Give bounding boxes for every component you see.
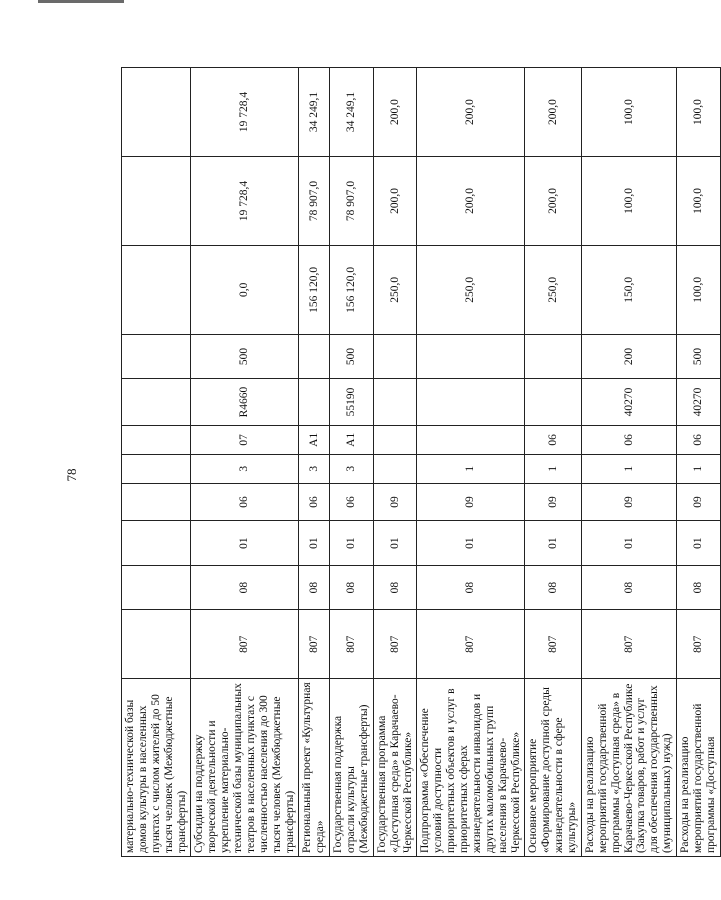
row-subsection-code: 01	[330, 521, 374, 565]
row-amount-1: 250,0	[417, 245, 525, 334]
row-target-code-1: 06	[191, 483, 299, 521]
row-amount-2: 19 728,4	[191, 156, 299, 245]
row-amount-3: 200,0	[525, 68, 582, 157]
row-subsection-code: 01	[299, 521, 330, 565]
table-row	[525, 68, 582, 857]
row-target-code-1: 06	[330, 483, 374, 521]
row-subsection-code	[122, 521, 191, 565]
row-target-code-4	[525, 379, 582, 426]
row-grbs-code: 807	[677, 610, 721, 679]
row-amount-3: 200,0	[373, 68, 417, 157]
table-row	[330, 68, 374, 857]
row-name: материально-технической базы домов культуры в населенных пунктах с числом жителей до 50 тысяч человек (Межбюджетные трансферты)	[122, 679, 191, 857]
row-grbs-code	[122, 610, 191, 679]
row-subsection-code: 01	[525, 521, 582, 565]
row-target-code-4	[373, 379, 417, 426]
row-subsection-code: 01	[191, 521, 299, 565]
row-grbs-code: 807	[581, 610, 676, 679]
row-target-code-1	[122, 483, 191, 521]
table-row	[677, 68, 721, 857]
row-target-code-3	[122, 425, 191, 454]
row-amount-1: 250,0	[525, 245, 582, 334]
row-amount-3: 34 249,1	[299, 68, 330, 157]
row-name: Субсидии на поддержку творческой деятельности и укрепление материально-технической базы муниципальных театров в населенных пунктах с численностью населения до 300 тысяч человек (Межбюджетные трансферты)	[191, 679, 299, 857]
row-expense-type: 200	[581, 334, 676, 378]
row-target-code-3: 06	[525, 425, 582, 454]
row-target-code-4: 55190	[330, 379, 374, 426]
row-amount-1: 156 120,0	[330, 245, 374, 334]
row-target-code-2: 1	[525, 454, 582, 483]
row-amount-2: 200,0	[373, 156, 417, 245]
row-target-code-2: 3	[191, 454, 299, 483]
row-grbs-code: 807	[299, 610, 330, 679]
row-target-code-4: 40270	[677, 379, 721, 426]
row-amount-1	[122, 245, 191, 334]
row-section-code: 08	[191, 565, 299, 609]
row-target-code-1: 09	[417, 483, 525, 521]
row-subsection-code: 01	[677, 521, 721, 565]
row-amount-3: 200,0	[417, 68, 525, 157]
row-target-code-2: 1	[581, 454, 676, 483]
table-row	[581, 68, 676, 857]
row-target-code-2: 1	[417, 454, 525, 483]
row-target-code-3: 06	[581, 425, 676, 454]
row-amount-2: 100,0	[677, 156, 721, 245]
row-target-code-1: 09	[525, 483, 582, 521]
row-target-code-2: 3	[330, 454, 374, 483]
row-amount-2: 200,0	[417, 156, 525, 245]
row-grbs-code: 807	[373, 610, 417, 679]
row-name: Государственная поддержка отрасли культуры (Межбюджетные трансферты)	[330, 679, 374, 857]
table-row	[299, 68, 330, 857]
row-name: Региональный проект «Культурная среда»	[299, 679, 330, 857]
row-target-code-4	[299, 379, 330, 426]
row-target-code-4	[122, 379, 191, 426]
table-row	[122, 68, 191, 857]
row-name: Подпрограмма «Обеспечение условий доступности приоритетных объектов и услуг в приоритетных сферах жизнедеятельности инвалидов и других маломобильных групп населения в Карачаево-Черкесской Республике»	[417, 679, 525, 857]
row-expense-type	[373, 334, 417, 378]
row-expense-type: 500	[330, 334, 374, 378]
row-section-code: 08	[525, 565, 582, 609]
row-target-code-2: 1	[677, 454, 721, 483]
row-target-code-2	[122, 454, 191, 483]
row-amount-2: 78 907,0	[299, 156, 330, 245]
row-amount-3: 100,0	[677, 68, 721, 157]
row-grbs-code: 807	[417, 610, 525, 679]
row-subsection-code: 01	[581, 521, 676, 565]
row-target-code-2: 3	[299, 454, 330, 483]
row-section-code: 08	[581, 565, 676, 609]
row-name: Государственная программа «Доступная среда» в Карачаево-Черкесской Республике»	[373, 679, 417, 857]
row-amount-1: 0,0	[191, 245, 299, 334]
row-target-code-1: 09	[581, 483, 676, 521]
row-target-code-3: 06	[677, 425, 721, 454]
row-amount-3: 100,0	[581, 68, 676, 157]
row-name: Расходы на реализацию мероприятий государственной программы «Доступная	[677, 679, 721, 857]
row-grbs-code: 807	[525, 610, 582, 679]
table-row	[191, 68, 299, 857]
row-section-code	[122, 565, 191, 609]
row-amount-1: 250,0	[373, 245, 417, 334]
row-expense-type	[122, 334, 191, 378]
row-expense-type: 500	[677, 334, 721, 378]
page-number: 78	[64, 468, 79, 482]
row-amount-2	[122, 156, 191, 245]
row-expense-type: 500	[191, 334, 299, 378]
row-target-code-1: 09	[677, 483, 721, 521]
row-target-code-4: 40270	[581, 379, 676, 426]
row-amount-3	[122, 68, 191, 157]
row-amount-2: 200,0	[525, 156, 582, 245]
row-section-code: 08	[677, 565, 721, 609]
row-section-code: 08	[417, 565, 525, 609]
row-target-code-3	[417, 425, 525, 454]
row-target-code-2	[373, 454, 417, 483]
row-target-code-3: A1	[330, 425, 374, 454]
row-expense-type	[417, 334, 525, 378]
row-amount-1: 100,0	[677, 245, 721, 334]
row-target-code-4: R4660	[191, 379, 299, 426]
row-target-code-3	[373, 425, 417, 454]
rotated-table-wrapper	[121, 67, 717, 857]
scan-artifact-bar	[38, 0, 124, 3]
row-amount-2: 100,0	[581, 156, 676, 245]
row-target-code-3: A1	[299, 425, 330, 454]
row-expense-type	[299, 334, 330, 378]
table-row	[373, 68, 417, 857]
row-amount-1: 150,0	[581, 245, 676, 334]
row-target-code-1: 06	[299, 483, 330, 521]
table-row	[417, 68, 525, 857]
row-section-code: 08	[299, 565, 330, 609]
row-grbs-code: 807	[330, 610, 374, 679]
row-amount-1: 156 120,0	[299, 245, 330, 334]
row-section-code: 08	[373, 565, 417, 609]
row-target-code-4	[417, 379, 525, 426]
row-target-code-1: 09	[373, 483, 417, 521]
row-name: Основное мероприятие «Формирование доступной среды жизнедеятельности в сфере культуры»	[525, 679, 582, 857]
row-amount-2: 78 907,0	[330, 156, 374, 245]
row-target-code-3: 07	[191, 425, 299, 454]
row-subsection-code: 01	[417, 521, 525, 565]
row-amount-3: 19 728,4	[191, 68, 299, 157]
row-expense-type	[525, 334, 582, 378]
row-name: Расходы на реализацию мероприятий государственной программы «Доступная среда» в Карачаево-Черкесской Республике (Закупка товаров, работ и услуг для обеспечения государственных (муниципальных) нужд)	[581, 679, 676, 857]
row-grbs-code: 807	[191, 610, 299, 679]
row-subsection-code: 01	[373, 521, 417, 565]
budget-table	[121, 67, 721, 857]
row-amount-3: 34 249,1	[330, 68, 374, 157]
row-section-code: 08	[330, 565, 374, 609]
